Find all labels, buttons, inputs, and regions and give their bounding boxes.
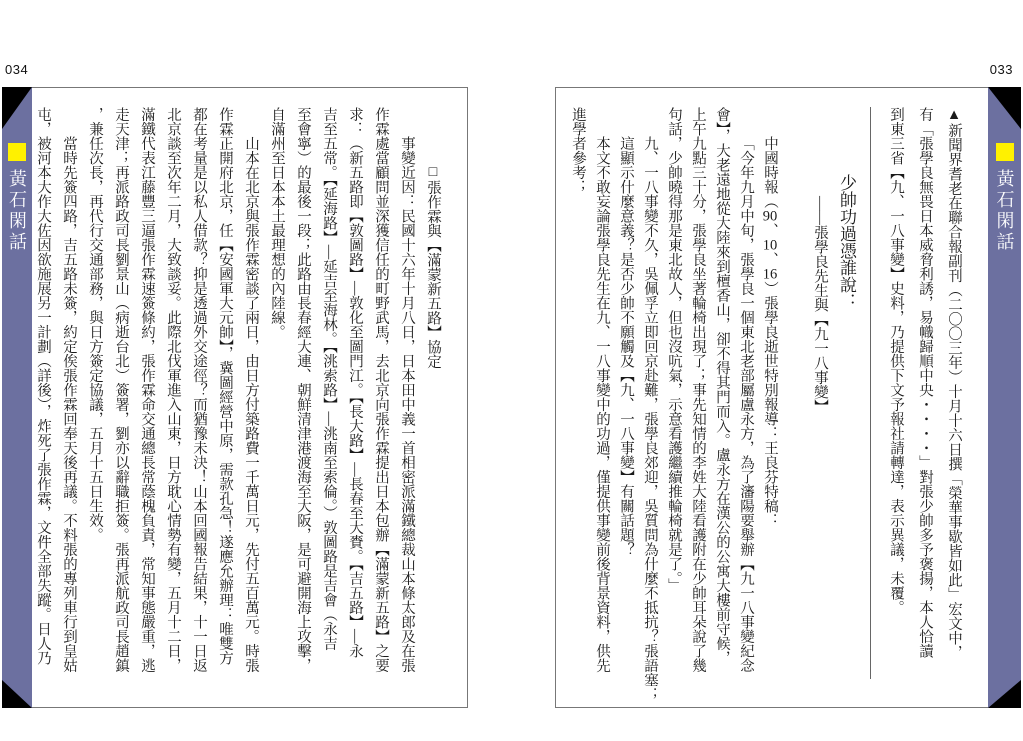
text-column: 「今年九月中旬，張學良一個東北老部屬盧永方，為了瀋陽要舉辦【九一八事變紀念: [738, 136, 754, 673]
section-divider: [870, 107, 871, 679]
text-column: 作霖正開府北京，任【安國軍大元帥】，冀圖經營中原，需款孔急！遂應允辦理：唯雙方: [217, 107, 233, 666]
text-column: 句話，少帥曉得那是東北故人，但也沒吭氣，示意看護繼續推輪椅就是了。」: [666, 107, 682, 593]
text-column: 到東三省【九、一八事變】史料，乃提供下文予報社請轉達，表示異議，未覆。: [888, 107, 904, 615]
text-column: 上午九點三十分，張學良坐著輪椅出現了；事先知情的李姓大陸看護附在少帥耳朵說了幾: [690, 107, 706, 673]
text-column: 這顯示什麼意義？是否少帥不願觸及【九、一八事變】有關話題？: [618, 136, 634, 557]
sidebar-bar-right: [988, 87, 1021, 708]
text-column: 自滿州至日本本土最理想的內陸線。: [269, 107, 285, 339]
text-column: ，兼任次長，再代行交通部務，與日方簽定協議，五月十五日生效。: [87, 107, 103, 542]
sidebar-label: 黃石閑話: [7, 169, 27, 253]
page-right: [555, 87, 1021, 708]
text-column: 北京談至次年二月，大致談妥。此際北伐軍進入山東，日方耽心情勢有變，五月十二日，: [165, 107, 181, 673]
text-column: 中國時報（90、10、16）張學良逝世特別報導：王良芬特稿：: [762, 136, 778, 528]
page-number-left: 034: [5, 62, 29, 77]
corner-triangle-top-icon: [2, 87, 32, 129]
text-column: 有「張學良無畏日本威脅利誘，易幟歸順中央・・・・」對張少帥多予褒揚，本人恰讀: [917, 107, 933, 658]
page-number-right: 033: [989, 62, 1013, 77]
corner-triangle-bottom-icon: [988, 680, 1021, 708]
sidebar-bar-left: [2, 87, 32, 708]
right-page-text: [566, 107, 968, 707]
text-column: 屯，被河本大作大佐因欲施展另一計劃（詳後），炸死了張作霖，文件全部失蹤。日人乃: [35, 107, 51, 666]
text-column: 山本在北京與張作霖密談了兩日，由日方付築路費一千萬日元，先付五百萬元。時張: [243, 136, 259, 673]
text-column: 求：（新五路即【敦圖路】—敦化至圖門江。【長大路】—長春至大賚。【吉五路】—永: [347, 107, 363, 658]
text-column: 滿鐵代表江藤豐三逼張作霖速簽條約，張作霖命交通總長常蔭槐負責，常知事態嚴重，逃: [139, 107, 155, 673]
text-column: 走天津；再派路政司長劉景山（病逝台北）簽署，劉亦以辭職拒簽。張再派航政司長趙鎮: [113, 107, 129, 673]
article-title: □張作霖與【滿蒙新五路】協定: [425, 164, 441, 369]
sidebar-label: 黃石閑話: [994, 169, 1015, 253]
corner-triangle-bottom-icon: [2, 680, 32, 708]
accent-square-icon: [8, 143, 26, 161]
text-column: 事變近因：民國十六年十月八日，日本田中義一首相密派滿鐵總裁山本條太郎及在張: [399, 136, 415, 673]
text-column: ▲新聞界耆老在聯合報副刊（二〇〇三年）十月十六日撰「榮華事歇皆如此」宏文中，: [946, 107, 962, 660]
text-column: 當時先簽四路，吉五路未簽，約定俟張作霖回奉天後再議。不料張的專列車行到皇姑: [61, 136, 77, 673]
text-column: 進學者參考；: [570, 107, 586, 194]
section-title: 少帥功過憑誰說：: [837, 174, 856, 310]
accent-square-icon: [996, 143, 1014, 161]
left-page-text: [30, 107, 446, 707]
text-column: 九、一八事變不久，吳佩孚立即回京赴難，張學良郊迎，吳質問為什麼不抵抗？張語塞；: [642, 136, 658, 702]
page-left: [2, 87, 468, 708]
text-column: 吉至五常。【延海路】—延吉至海林。【洮索路】—洮南至索倫。）敦圖路是吉會（永吉: [321, 107, 337, 651]
text-column: 本文不敢妄論張學良先生在九、一八事變中的功過，僅提供事變前後背景資料，供先: [594, 136, 610, 673]
text-column: 會】，大老遠地從大陸來到檀香山，卻不得其門而入。盧永方在漢公的公寓大樓前守候，: [714, 107, 730, 666]
corner-triangle-top-icon: [988, 87, 1021, 129]
text-column: 至會寧）的最後一段；此路由長春經大連、朝鮮清津港渡海至大阪，是可避開海上攻擊，: [295, 107, 311, 673]
section-subtitle: ——張學良先生與【九一八事變】: [812, 196, 828, 414]
text-column: 作霖處當顧問並深獲信任的町野武馬，去北京向張作霖提出日本包辦【滿蒙新五路】之要: [373, 107, 389, 673]
text-column: 都在考量是以私人借款？抑是透過外交途徑？而猶豫未決！山本回國報告結果，十一日返: [191, 107, 207, 673]
